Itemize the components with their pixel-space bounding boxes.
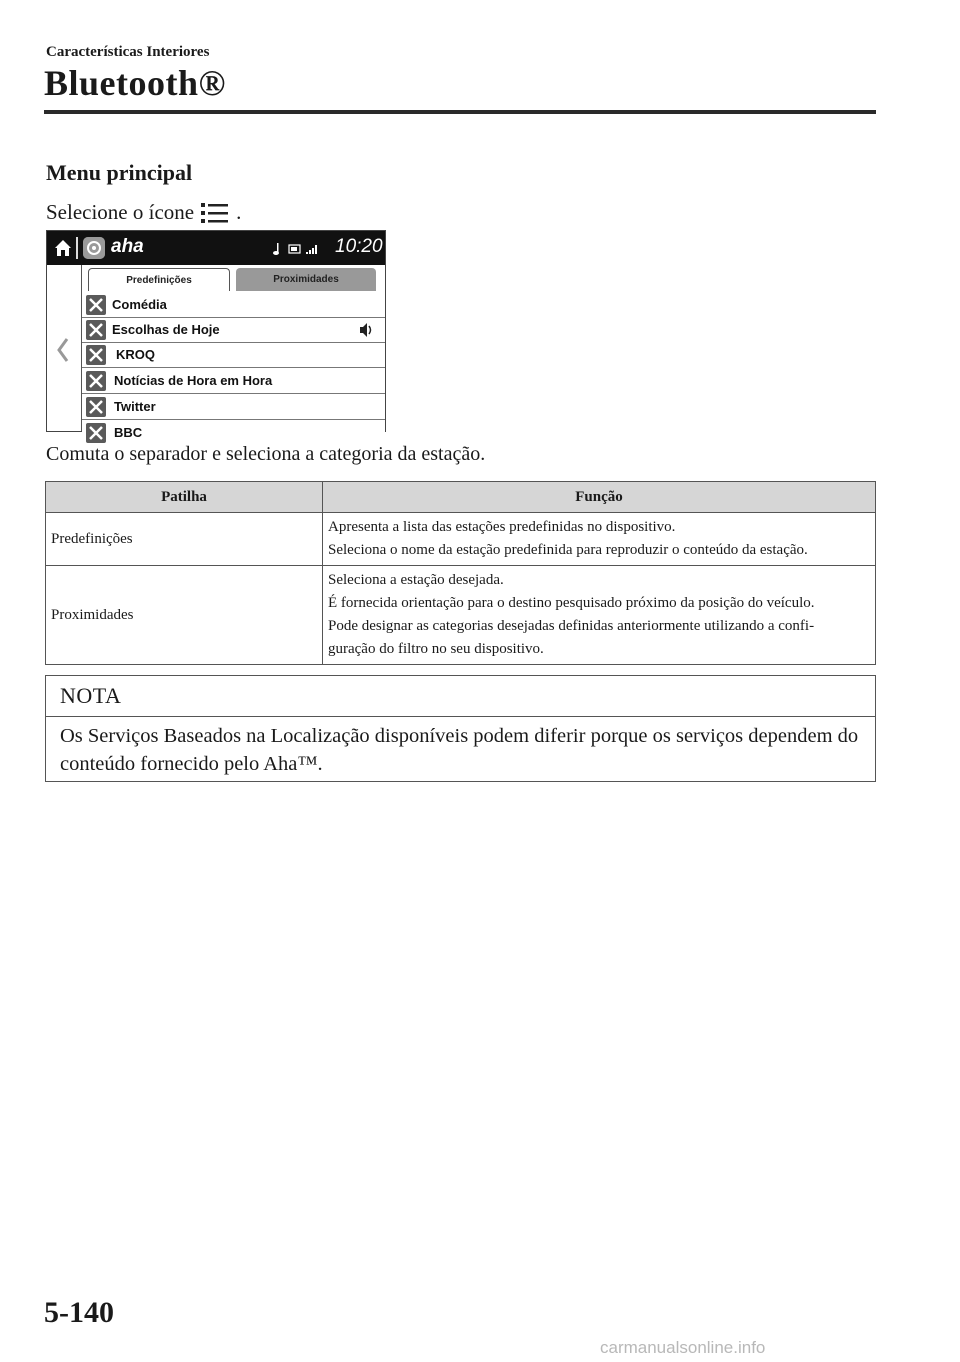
note-title-bar <box>46 676 875 717</box>
speaker-icon <box>359 322 373 338</box>
function-line: Apresenta a lista das estações predefinidas no dispositivo. <box>328 519 676 535</box>
function-line: Seleciona o nome da estação predefinida para reproduzir o conteúdo da estação. <box>328 542 808 558</box>
page-number: 5-140 <box>44 1296 114 1329</box>
station-name: Notícias de Hora em Hora <box>114 373 273 388</box>
close-x-icon <box>86 397 106 417</box>
column-header-tab: Patilha <box>46 482 323 513</box>
app-name: aha <box>111 236 144 257</box>
status-divider <box>76 237 78 259</box>
instruction <box>46 200 241 225</box>
close-x-icon <box>86 423 106 443</box>
tab-predefinicoes[interactable]: Predefinições <box>88 268 230 292</box>
table-cell-tab: Proximidades <box>46 566 323 665</box>
table-cell-function <box>323 513 876 566</box>
list-item[interactable] <box>82 395 385 420</box>
station-name: KROQ <box>116 347 155 362</box>
table-header-row <box>46 482 876 513</box>
table-cell-tab: Predefinições <box>46 513 323 566</box>
function-line: Pode designar as categorias desejadas definidas anteriormente utilizando a confi- <box>328 618 815 634</box>
function-line: Seleciona a estação desejada. <box>328 572 504 588</box>
header-rule <box>44 110 876 114</box>
list-icon <box>200 201 230 225</box>
instruction-period: . <box>236 200 242 224</box>
caption: Comuta o separador e seleciona a categoria da estação. <box>46 443 486 465</box>
column-header-function: Função <box>323 482 876 513</box>
table-row <box>46 513 876 566</box>
status-bar <box>47 231 385 265</box>
chapter-title: Bluetooth® <box>44 63 226 103</box>
list-item[interactable] <box>82 293 385 318</box>
signal-icon <box>306 245 317 254</box>
function-table <box>45 481 876 665</box>
station-name: BBC <box>114 425 143 440</box>
tab-proximidades[interactable]: Proximidades <box>236 268 376 291</box>
station-name: Comédia <box>112 297 167 312</box>
table-row <box>46 566 876 665</box>
list-item[interactable] <box>82 421 385 445</box>
clock: 10:20 <box>335 236 383 257</box>
status-icons <box>273 242 323 256</box>
station-list <box>82 291 385 440</box>
function-line: guração do filtro no seu dispositivo. <box>328 641 544 657</box>
note-box <box>45 675 876 782</box>
battery-icon <box>289 245 300 253</box>
station-name: Escolhas de Hoje <box>112 322 220 337</box>
note-text: Os Serviços Baseados na Localização disponíveis podem diferir porque os serviços dependem do conteúdo fornecido pelo Aha™. <box>60 725 859 775</box>
menu-heading: Menu principal <box>46 160 193 185</box>
tab-bar <box>82 265 385 292</box>
close-x-icon <box>86 320 106 340</box>
list-item[interactable] <box>82 318 385 343</box>
instruction-text: Selecione o ícone <box>46 200 195 224</box>
back-icon[interactable] <box>55 337 71 363</box>
list-item[interactable] <box>82 369 385 394</box>
station-name: Twitter <box>114 399 156 414</box>
close-x-icon <box>86 371 106 391</box>
list-item[interactable] <box>82 343 385 368</box>
watermark: carmanualsonline.info <box>600 1338 766 1357</box>
section-label: Características Interiores <box>46 44 210 60</box>
sidebar <box>47 265 82 431</box>
music-note-icon <box>273 243 279 255</box>
close-x-icon <box>86 345 106 365</box>
note-title: NOTA <box>60 683 122 708</box>
close-x-icon <box>86 295 106 315</box>
infotainment-screen <box>46 230 386 440</box>
table-cell-function <box>323 566 876 665</box>
function-line: É fornecida orientação para o destino pesquisado próximo da posição do veículo. <box>328 595 815 611</box>
home-icon[interactable] <box>53 238 73 258</box>
app-icon <box>83 237 105 259</box>
